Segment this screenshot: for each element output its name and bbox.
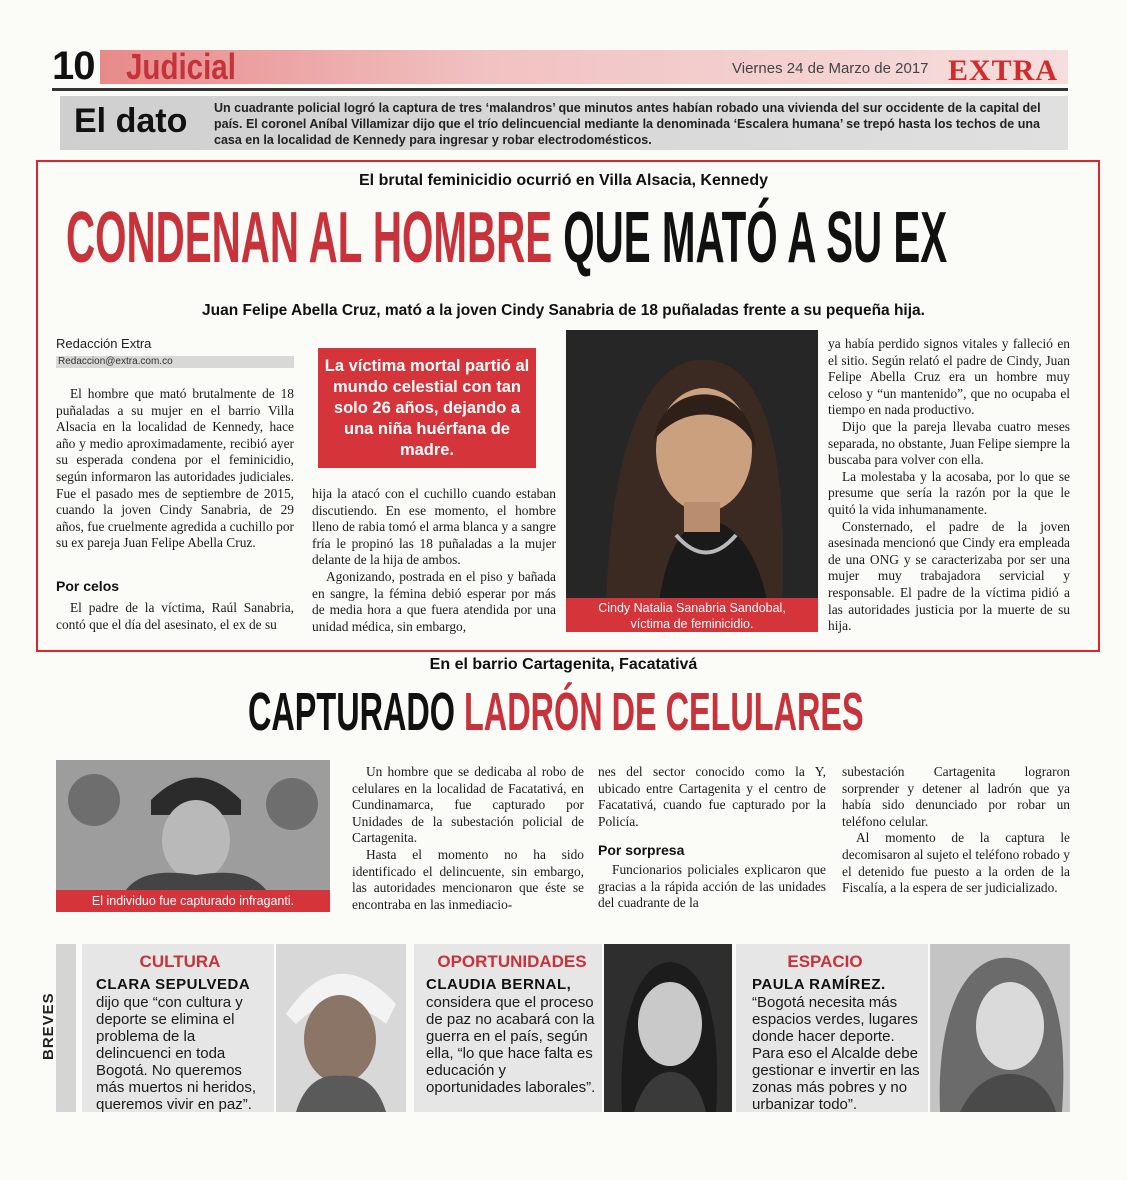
page-number: 10 bbox=[52, 44, 95, 88]
breve-category: CULTURA bbox=[139, 952, 221, 971]
paragraph: Hasta el momento no ha sido identificado el delincuente, sin embargo, las autoridades mencionaron que éste se encontraba en las inmediacio- bbox=[352, 846, 584, 912]
paragraph: hija la atacó con el cuchillo cuando estaban discutiendo. En ese momento, el hombre lleno de rabia tomó el arma blanca y a sangre fría le propinó las 18 puñaladas a la mujer delante de la hija de ambos. bbox=[312, 486, 556, 568]
breves-sidebar bbox=[56, 944, 76, 1112]
paragraph: Un hombre que se dedicaba al robo de celulares en la localidad de Facatativá, en Cundinamarca, fue capturado por Unidades de la subestación policial de Cartagenita. bbox=[352, 764, 584, 846]
paragraph: Consternado, el padre de la joven asesinada mencionó que Cindy era empleada de una ONG y se caracterizaba por ser una mujer muy trabajadora servicial y responsable. El padre de la víctima pidió a las autoridades justicia por la muerte de su hija. bbox=[828, 518, 1070, 634]
woman-portrait-image bbox=[276, 944, 406, 1112]
caption-line-1: Cindy Natalia Sanabria Sandobal, bbox=[598, 601, 786, 615]
story1-headline-red: CONDENAN AL HOMBRE bbox=[66, 198, 553, 278]
breve-espacio-photo bbox=[930, 944, 1070, 1112]
issue-date: Viernes 24 de Marzo de 2017 bbox=[732, 60, 929, 77]
breve-person-name: CLARA SEPULVEDA bbox=[96, 976, 251, 993]
paragraph: La molestaba y la acosaba, por lo que se presume que sería la razón por la que le quitó la vida inhumanamente. bbox=[828, 468, 1070, 517]
breve-cultura-photo bbox=[276, 944, 406, 1112]
story1-headline-black: QUE MATÓ A SU EX bbox=[563, 198, 948, 278]
pull-quote: La víctima mortal partió al mundo celestial con tan solo 26 años, dejando a una niña huérfana de madre. bbox=[318, 348, 536, 468]
victim-photo-caption bbox=[566, 598, 818, 632]
paragraph: El hombre que mató brutalmente de 18 puñaladas a su mujer en el barrio Villa Alsacia en la localidad de Kennedy, hace año y medio aproximadamente, recibió ayer su esperada condena por el feminicidio, según informaron las autoridades judiciales. Fue el pasado mes de septiembre de 2015, cuando la joven Cindy Sanabria, de 29 años, fue cruelmente agredida a cuchillo por su ex pareja Juan Felipe Abella Cruz. bbox=[56, 386, 294, 551]
paragraph: nes del sector conocido como la Y, ubicado entre Cartagenita y el centro de Facatativá, cuando fue capturado por la Policía. bbox=[598, 764, 826, 829]
caption-line-2: víctima de feminicidio. bbox=[630, 617, 754, 631]
el-dato-label: El dato bbox=[74, 102, 188, 140]
breve-person-name: CLAUDIA BERNAL, bbox=[426, 976, 572, 993]
story2-column-2b bbox=[598, 862, 826, 912]
story1-column-1b bbox=[56, 600, 294, 633]
story1-column-2 bbox=[312, 486, 556, 635]
story2-kicker: En el barrio Cartagenita, Facatativá bbox=[429, 656, 698, 673]
paragraph: subestación Cartagenita lograron sorprender y detener al ladrón que ya había sido denunciado por robar un teléfono celular. bbox=[842, 764, 1070, 829]
paragraph: Al momento de la captura le decomisaron al sujeto el teléfono robado y el detenido fue puesto a la orden de la Fiscalía, a la espera de ser judicializado. bbox=[842, 830, 1070, 896]
brand-logo: EXTRA bbox=[948, 54, 1059, 87]
woman-portrait-image bbox=[566, 330, 818, 632]
breves-label: BREVES bbox=[40, 992, 57, 1060]
story2-column-3 bbox=[842, 764, 1070, 897]
breve-person-name: PAULA RAMÍREZ. bbox=[752, 976, 886, 993]
story2-subhead: Por sorpresa bbox=[598, 842, 685, 858]
woman-portrait-image bbox=[604, 944, 732, 1112]
story1-column-1 bbox=[56, 386, 294, 552]
story2-column-1 bbox=[352, 764, 584, 913]
paragraph: Dijo que la pareja llevaba cuatro meses separada, no obstante, Juan Felipe siempre la buscaba para volver con ella. bbox=[828, 418, 1070, 468]
story1-deck: Juan Felipe Abella Cruz, mató a la joven Cindy Sanabria de 18 puñaladas frente a su pequeña hija. bbox=[202, 302, 925, 319]
breve-text: dijo que “con cultura y deporte se elimina el problema de la delincuenci en toda Bogotá. No queremos más muertos ni heridos, queremos vivir en paz”. bbox=[96, 994, 257, 1113]
paragraph: Funcionarios policiales explicaron que gracias a la rápida acción de las unidades del cuadrante de la bbox=[598, 862, 826, 911]
story2-headline-black: CAPTURADO bbox=[248, 682, 455, 742]
suspect-photo-caption: El individuo fue capturado infraganti. bbox=[56, 890, 330, 912]
story1-subhead: Por celos bbox=[56, 578, 120, 594]
story2-column-2 bbox=[598, 764, 826, 830]
byline-email[interactable]: Redaccion@extra.com.co bbox=[56, 356, 294, 368]
header-divider bbox=[52, 88, 1068, 91]
breve-oportunidades-photo bbox=[604, 944, 732, 1112]
story1-headline[interactable] bbox=[66, 198, 947, 278]
woman-portrait-image bbox=[930, 944, 1070, 1112]
story2-headline[interactable] bbox=[248, 680, 864, 744]
section-title: Judicial bbox=[126, 46, 236, 87]
paragraph: Agonizando, postrada en el piso y bañada en sangre, la fémina debió esperar por más de media hora a que fuera atendida por una unidad médica, sin embargo, bbox=[312, 568, 556, 634]
story2-headline-red: LADRÓN DE CELULARES bbox=[464, 682, 864, 742]
breve-text: “Bogotá necesita más espacios verdes, lugares donde hacer deporte. Para eso el Alcalde debe gestionar e invertir en las zonas más pobres y no urbanizar todo”. bbox=[752, 994, 920, 1113]
el-dato-text: Un cuadrante policial logró la captura de tres ‘malandros’ que minutos antes habían robado una vivienda del sur occidente de la capital del país. El coronel Aníbal Villamizar dijo que el trío delincuencial mediante la denominada ‘Escalera humana’ se trepó hasta los techos de una casa en la localidad de Kennedy para ingresar y robar electrodomésticos. bbox=[214, 101, 1041, 147]
breve-category: ESPACIO bbox=[787, 952, 863, 971]
byline: Redacción Extra bbox=[56, 336, 152, 351]
breve-category: OPORTUNIDADES bbox=[437, 952, 587, 971]
breve-text: considera que el proceso de paz no acabará con la guerra en el país, según ella, “lo que hace falta es educación y oportunidades laborales”. bbox=[426, 994, 596, 1096]
victim-photo bbox=[566, 330, 818, 632]
paragraph: ya había perdido signos vitales y falleció en el sitio. Según relató el padre de Cindy, Juan Felipe Abella Cruz era un hombre muy celoso y “un mantenido”, que no ocupaba el tiempo en nada productivo. bbox=[828, 336, 1070, 418]
story1-column-3 bbox=[828, 336, 1070, 635]
story1-kicker: El brutal feminicidio ocurrió en Villa Alsacia, Kennedy bbox=[359, 172, 768, 189]
paragraph: El padre de la víctima, Raúl Sanabria, contó que el día del asesinato, el ex de su bbox=[56, 600, 294, 632]
